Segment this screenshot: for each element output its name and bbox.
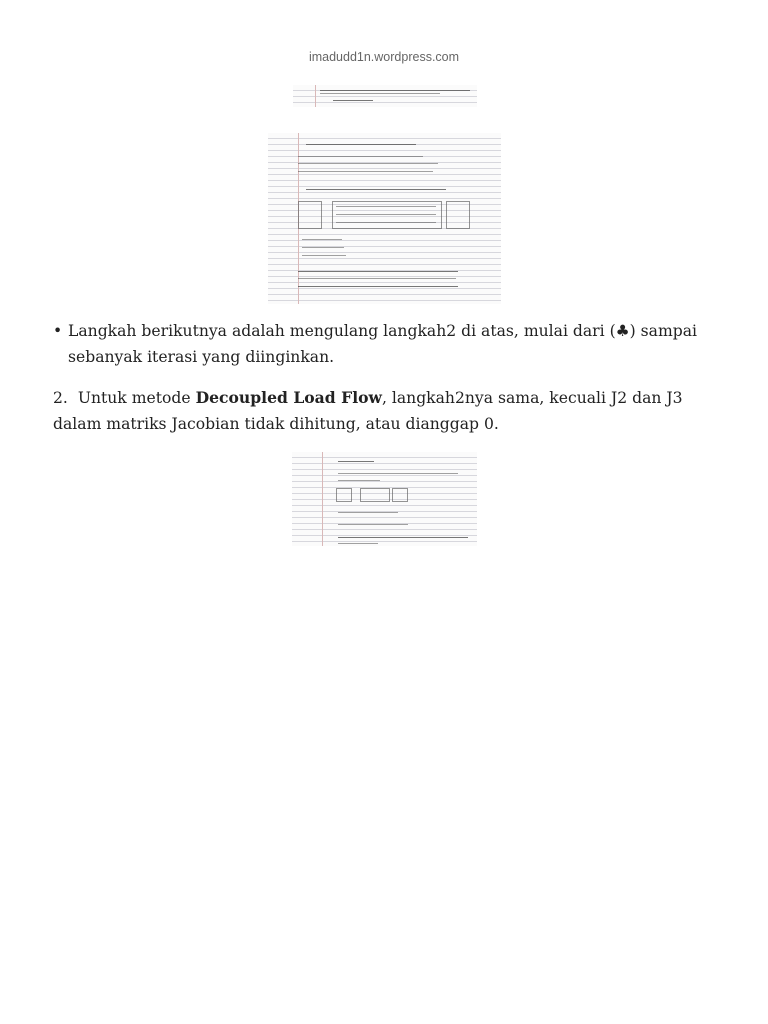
site-url[interactable]: imadudd1n.wordpress.com <box>308 50 460 64</box>
bullet-text: Langkah berikutnya adalah mengulang langkah2 di atas, mulai dari (♣) sampai sebanyak iterasi yang diinginkan. <box>68 322 698 366</box>
paragraph-prefix: Untuk metode <box>77 389 196 407</box>
paragraph-number: 2. <box>53 389 68 407</box>
bullet-list <box>53 318 713 370</box>
bullet-marker: • <box>53 322 63 340</box>
method-name: Decoupled Load Flow <box>195 388 382 407</box>
paragraph-decoupled-load-flow <box>53 385 713 437</box>
paragraph-suffix: , langkah2nya sama, kecuali J2 dan J3 dalam matriks Jacobian tidak dihitung, atau dianggap 0. <box>53 389 683 433</box>
handwritten-notes-image-decoupled <box>292 452 477 546</box>
handwritten-notes-image-top <box>293 85 477 107</box>
handwritten-notes-image-jacobian <box>268 133 501 304</box>
list-item <box>53 318 713 370</box>
